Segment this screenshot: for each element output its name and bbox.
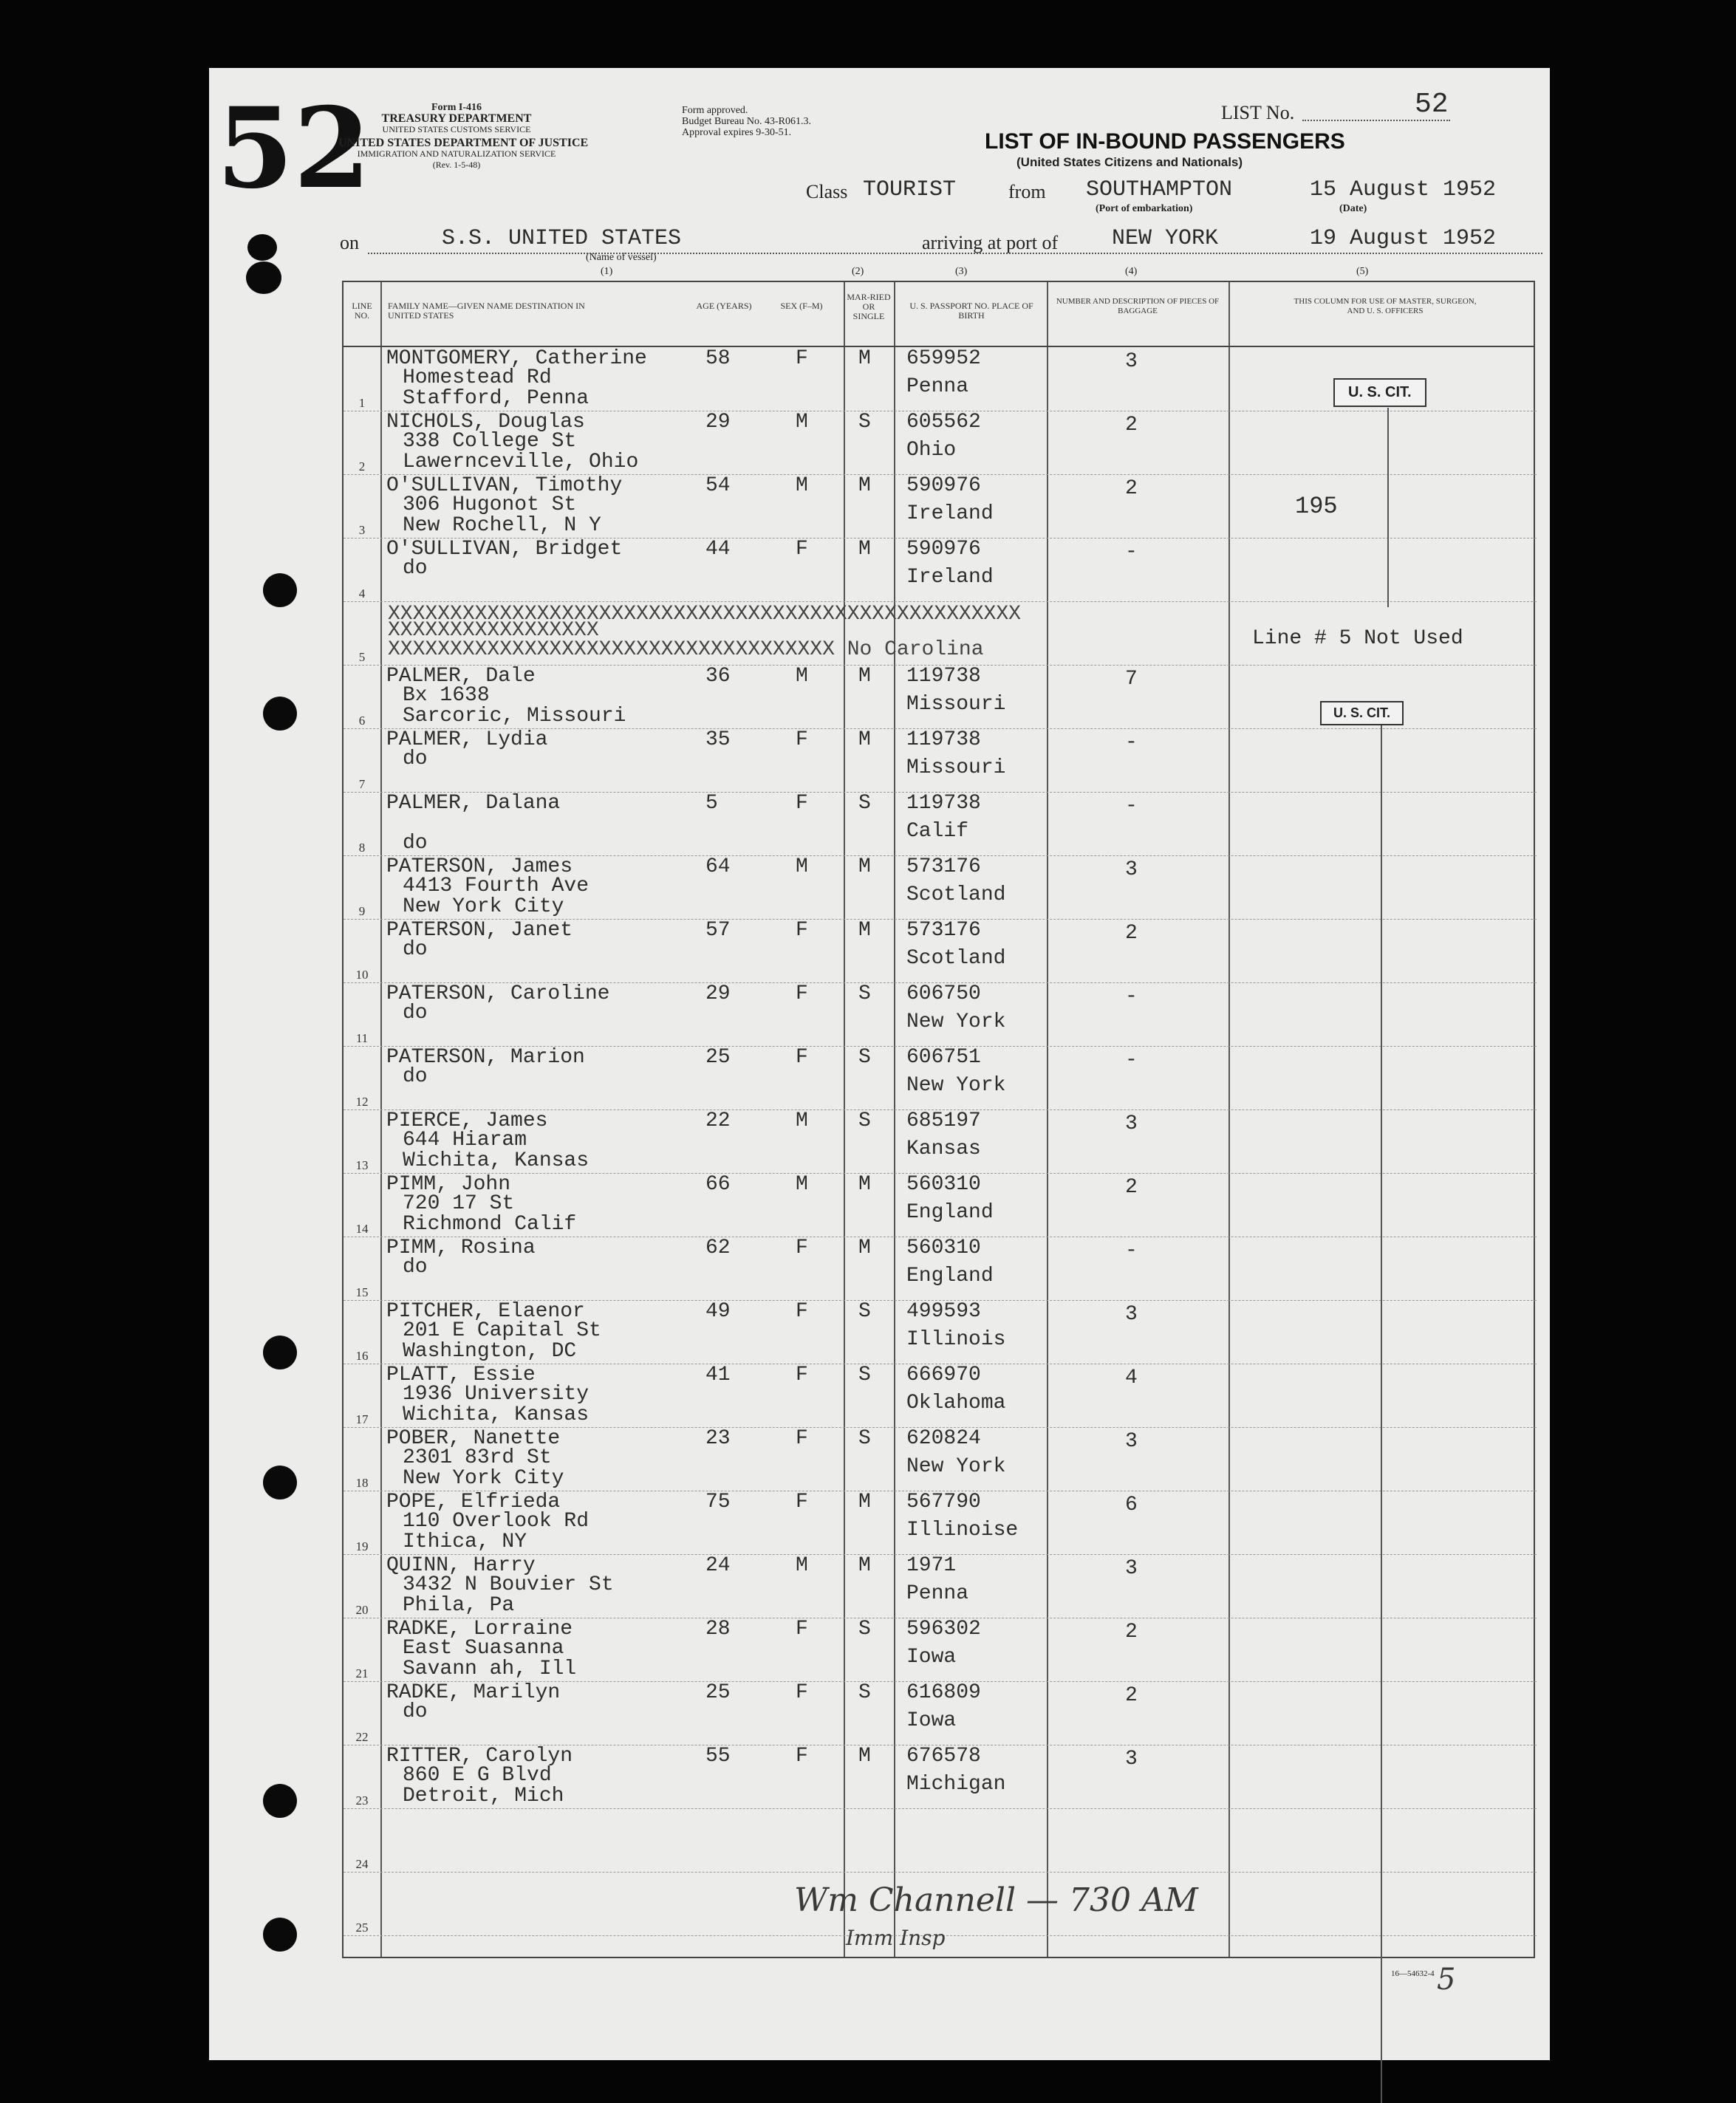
place-of-birth: Oklahoma (906, 1392, 1006, 1415)
passenger-address: New Rochell, N Y (403, 514, 601, 537)
passenger-address: 110 Overlook Rd (403, 1510, 590, 1533)
passenger-name: O'SULLIVAN, Timothy (386, 474, 623, 497)
place-of-birth: Penna (906, 1582, 969, 1605)
passenger-address: 4413 Fourth Ave (403, 875, 590, 897)
passenger-age: 55 (705, 1745, 731, 1768)
cancelled-entry: XXXXXXXXXXXXXXXXX (388, 619, 599, 642)
passenger-address: 644 Hiaram (403, 1129, 527, 1152)
baggage-count: 3 (1125, 858, 1138, 881)
passenger-age: 41 (705, 1364, 731, 1386)
passenger-sex: F (796, 1618, 808, 1641)
marital-status: M (858, 1173, 871, 1196)
passenger-age: 58 (705, 347, 731, 370)
table-row (344, 1681, 1537, 1745)
passenger-sex: M (796, 665, 808, 688)
passenger-sex: F (796, 1427, 808, 1450)
passenger-sex: F (796, 982, 808, 1005)
class-label: Class (806, 181, 848, 202)
column-header-age: AGE (YEARS) (696, 301, 752, 311)
passenger-name: MONTGOMERY, Catherine (386, 347, 647, 370)
passport-number: 659952 (906, 347, 981, 370)
passenger-sex: M (796, 1554, 808, 1577)
inspector-signature: Wm Channell — 730 AM (794, 1881, 1198, 1919)
passenger-age: 64 (705, 855, 731, 878)
passport-number: 620824 (906, 1427, 981, 1450)
passenger-age: 54 (705, 474, 731, 497)
marital-status: M (858, 1554, 871, 1577)
passenger-name: PATERSON, Janet (386, 919, 573, 942)
passenger-name: RADKE, Lorraine (386, 1618, 573, 1641)
passenger-age: 62 (705, 1237, 731, 1259)
baggage-count: 2 (1125, 414, 1138, 437)
passenger-age: 57 (705, 919, 731, 942)
line-number: 24 (355, 1857, 369, 1871)
baggage-count: 4 (1125, 1367, 1138, 1389)
marital-status: M (858, 474, 871, 497)
passenger-sex: M (796, 411, 808, 434)
passport-number: 596302 (906, 1618, 981, 1641)
passenger-address: 720 17 St (403, 1192, 515, 1215)
bracket-line (1387, 408, 1389, 607)
column-header-officers: THIS COLUMN FOR USE OF MASTER, SURGEON, AND U. S. OFFICERS (1294, 297, 1477, 315)
marital-status: S (858, 1618, 871, 1641)
inspector-title: Imm Insp (846, 1926, 946, 1950)
passenger-address: 2301 83rd St (403, 1446, 552, 1469)
place-of-birth: Michigan (906, 1773, 1006, 1796)
passenger-age: 29 (705, 411, 731, 434)
list-no-value: 52 (1415, 89, 1449, 120)
passenger-sex: M (796, 1173, 808, 1196)
date-caption: (Date) (1339, 203, 1367, 214)
baggage-count: 3 (1125, 1748, 1138, 1771)
baggage-count: 3 (1125, 1303, 1138, 1326)
passenger-name: PATERSON, Marion (386, 1046, 585, 1069)
arrival-date: 19 August 1952 (1310, 226, 1497, 251)
passenger-address: Homestead Rd (403, 366, 552, 389)
place-of-birth: Iowa (906, 1646, 957, 1669)
line-number: 14 (355, 1222, 369, 1236)
passenger-sex: F (796, 1364, 808, 1386)
marital-status: M (858, 347, 871, 370)
passenger-age: 24 (705, 1554, 731, 1577)
passenger-address: Wichita, Kansas (403, 1149, 590, 1172)
marital-status: S (858, 1300, 871, 1323)
marital-status: S (858, 1046, 871, 1069)
line-number: 22 (355, 1730, 369, 1744)
table-row (344, 1046, 1537, 1109)
place-of-birth: Ireland (906, 502, 994, 525)
line-number: 15 (355, 1285, 369, 1299)
passenger-age: 75 (705, 1491, 731, 1514)
marital-status: S (858, 792, 871, 815)
passenger-address: do (403, 1002, 428, 1025)
passenger-age: 49 (705, 1300, 731, 1323)
passenger-name: PLATT, Essie (386, 1364, 536, 1386)
marital-status: M (858, 855, 871, 878)
passenger-address: 306 Hugonot St (403, 493, 577, 516)
table-row (344, 728, 1537, 792)
passenger-address: East Suasanna (403, 1637, 564, 1660)
us-citizen-stamp: U. S. CIT. (1320, 701, 1404, 725)
passenger-address: 1936 University (403, 1383, 590, 1406)
punch-hole (263, 1336, 297, 1369)
punch-hole (263, 1784, 297, 1818)
place-of-birth: Kansas (906, 1138, 981, 1160)
place-of-birth: Ireland (906, 566, 994, 589)
passport-number: 605562 (906, 411, 981, 434)
table-row (344, 411, 1537, 474)
passenger-address: Phila, Pa (403, 1594, 515, 1617)
place-of-birth: Iowa (906, 1709, 957, 1732)
passenger-address: Bx 1638 (403, 684, 490, 707)
line-number: 11 (355, 1031, 369, 1045)
baggage-count: 3 (1125, 1112, 1138, 1135)
table-row (344, 919, 1537, 982)
passport-number: 560310 (906, 1237, 981, 1259)
arrival-port: NEW YORK (1112, 226, 1219, 251)
passenger-name: PALMER, Lydia (386, 728, 548, 751)
from-caption: (Port of embarkation) (1096, 203, 1193, 214)
table-row (344, 1427, 1537, 1491)
marital-status: S (858, 1681, 871, 1704)
punch-hole (247, 234, 277, 261)
passenger-address: New York City (403, 895, 564, 918)
marital-status: M (858, 1491, 871, 1514)
passenger-age: 5 (705, 792, 718, 815)
passenger-name: RITTER, Carolyn (386, 1745, 573, 1768)
col-number: (4) (1125, 266, 1138, 277)
line-number: 1 (358, 396, 366, 410)
passport-number: 606751 (906, 1046, 981, 1069)
punch-hole (246, 261, 281, 294)
marital-status: M (858, 538, 871, 561)
passenger-sex: M (796, 474, 808, 497)
passenger-name: PIMM, Rosina (386, 1237, 536, 1259)
baggage-count: 6 (1125, 1494, 1138, 1516)
marital-status: M (858, 665, 871, 688)
line-number: 23 (355, 1793, 369, 1808)
passenger-age: 35 (705, 728, 731, 751)
table-row (344, 792, 1537, 855)
punch-hole (263, 1918, 297, 1952)
baggage-count: - (1125, 731, 1138, 754)
line-number: 6 (358, 714, 366, 728)
col-number: (2) (852, 266, 864, 277)
passenger-sex: F (796, 1491, 808, 1514)
marital-status: S (858, 411, 871, 434)
passport-number: 685197 (906, 1109, 981, 1132)
baggage-count: - (1125, 1239, 1138, 1262)
from-label: from (1008, 181, 1046, 202)
passport-number: 573176 (906, 855, 981, 878)
passenger-sex: F (796, 1237, 808, 1259)
column-header-married: MAR-RIED OR SINGLE (847, 292, 891, 321)
baggage-count: - (1125, 985, 1138, 1008)
place-of-birth: New York (906, 1455, 1006, 1478)
line-number: 10 (355, 968, 369, 982)
passenger-age: 29 (705, 982, 731, 1005)
place-of-birth: Illinoise (906, 1519, 1019, 1542)
passenger-address: do (403, 1065, 428, 1088)
us-citizen-stamp: U. S. CIT. (1333, 378, 1426, 407)
line-number: 18 (355, 1476, 369, 1490)
place-of-birth: Penna (906, 375, 969, 398)
bracket-line (1381, 725, 1382, 2103)
line-number: 16 (355, 1349, 369, 1363)
passenger-age: 28 (705, 1618, 731, 1641)
passenger-address: do (403, 1256, 428, 1279)
table-row (344, 1237, 1537, 1300)
col-number: (3) (955, 266, 968, 277)
line-number: 19 (355, 1539, 369, 1553)
column-header-name: FAMILY NAME—GIVEN NAME DESTINATION IN UNITED STATES (388, 301, 585, 321)
table-row (344, 1109, 1537, 1173)
marital-status: M (858, 728, 871, 751)
passenger-sex: M (796, 1109, 808, 1132)
line-number: 7 (358, 777, 366, 791)
passport-number: 119738 (906, 792, 981, 815)
passenger-age: 66 (705, 1173, 731, 1196)
marital-status: S (858, 1427, 871, 1450)
passenger-address: 338 College St (403, 430, 577, 453)
place-of-birth: New York (906, 1074, 1006, 1097)
vessel-caption: (Name of vessel) (586, 252, 657, 263)
line-number: 3 (358, 523, 366, 537)
place-of-birth: England (906, 1265, 994, 1288)
passenger-name: O'SULLIVAN, Bridget (386, 538, 623, 561)
col-number: (1) (601, 266, 613, 277)
baggage-count: 2 (1125, 1176, 1138, 1199)
table-row (344, 1808, 1537, 1872)
line-number: 21 (355, 1666, 369, 1680)
place-of-birth: Missouri (906, 756, 1006, 779)
baggage-count: 2 (1125, 1621, 1138, 1644)
table-row (344, 1300, 1537, 1364)
departure-date: 15 August 1952 (1310, 177, 1497, 202)
big-list-number: 52 (216, 83, 371, 213)
column-header-sex: SEX (F–M) (780, 301, 823, 311)
line-number: 17 (355, 1412, 369, 1426)
passenger-address: Detroit, Mich (403, 1785, 564, 1808)
list-no-label: LIST No. (1221, 102, 1295, 123)
passport-number: 590976 (906, 474, 981, 497)
passenger-address: do (403, 938, 428, 961)
passenger-address: 3432 N Bouvier St (403, 1573, 614, 1596)
officer-code: 195 (1295, 493, 1338, 520)
column-header-passport: U. S. PASSPORT NO. PLACE OF BIRTH (909, 301, 1033, 321)
line-number: 20 (355, 1603, 369, 1617)
baggage-count: 2 (1125, 1684, 1138, 1707)
line-number: 8 (358, 841, 366, 855)
marital-status: M (858, 1745, 871, 1768)
passenger-name: QUINN, Harry (386, 1554, 536, 1577)
passport-number: 119738 (906, 728, 981, 751)
passenger-sex: F (796, 919, 808, 942)
passenger-name: PATERSON, Caroline (386, 982, 610, 1005)
passenger-address: Wichita, Kansas (403, 1403, 590, 1426)
place-of-birth: Scotland (906, 883, 1006, 906)
place-of-birth: Missouri (906, 693, 1006, 716)
passenger-address: New York City (403, 1467, 564, 1490)
table-row (344, 1491, 1537, 1554)
passenger-name: RADKE, Marilyn (386, 1681, 561, 1704)
punch-hole (263, 573, 297, 607)
table-row (344, 474, 1537, 538)
line-number: 9 (358, 904, 366, 918)
table-row (344, 1618, 1537, 1681)
line-number: 5 (358, 650, 366, 664)
passenger-sex: F (796, 1745, 808, 1768)
passport-number: 590976 (906, 538, 981, 561)
passenger-sex: F (796, 792, 808, 815)
passenger-sex: F (796, 728, 808, 751)
line-number: 12 (355, 1095, 369, 1109)
passenger-address: Savann ah, Ill (403, 1658, 577, 1680)
passenger-address: 860 E G Blvd (403, 1764, 552, 1787)
column-header-line: LINE NO. (352, 301, 372, 321)
passenger-address: 201 E Capital St (403, 1319, 601, 1342)
passenger-address: do (403, 1700, 428, 1723)
passenger-sex: F (796, 538, 808, 561)
table-row (344, 1745, 1537, 1808)
passenger-address: do (403, 748, 428, 770)
place-of-birth: Calif (906, 820, 969, 843)
passenger-age: 44 (705, 538, 731, 561)
passport-number: 616809 (906, 1681, 981, 1704)
column-header-baggage: NUMBER AND DESCRIPTION OF PIECES OF BAGGAGE (1056, 297, 1220, 315)
table-row (344, 1554, 1537, 1618)
col-number: (5) (1356, 266, 1369, 277)
baggage-count: 7 (1125, 668, 1138, 691)
passport-number: 499593 (906, 1300, 981, 1323)
passenger-address: Ithica, NY (403, 1531, 527, 1553)
passenger-age: 25 (705, 1681, 731, 1704)
place-of-birth: England (906, 1201, 994, 1224)
passenger-sex: F (796, 1046, 808, 1069)
line5-note: Line # 5 Not Used (1252, 627, 1463, 650)
line-number: 4 (358, 587, 366, 601)
page-subtitle: (United States Citizens and Nationals) (1016, 155, 1243, 169)
passenger-name: POPE, Elfrieda (386, 1491, 561, 1514)
passport-number: 567790 (906, 1491, 981, 1514)
line-number: 2 (358, 459, 366, 473)
passenger-address: Lawernceville, Ohio (403, 451, 639, 473)
class-value: TOURIST (863, 177, 957, 202)
arriving-label: arriving at port of (922, 232, 1059, 253)
baggage-count: 3 (1125, 1557, 1138, 1580)
passenger-sex: F (796, 1300, 808, 1323)
table-row (344, 538, 1537, 601)
baggage-count: 2 (1125, 477, 1138, 500)
list-no-underline (1302, 120, 1450, 121)
passenger-name: PIERCE, James (386, 1109, 548, 1132)
baggage-count: - (1125, 541, 1138, 564)
place-of-birth: Scotland (906, 947, 1006, 970)
manifest-sheet (209, 68, 1550, 2060)
passenger-age: 22 (705, 1109, 731, 1132)
passenger-age: 36 (705, 665, 731, 688)
place-of-birth: Ohio (906, 439, 957, 462)
marital-status: S (858, 982, 871, 1005)
cancelled-entry: XXXXXXXXXXXXXXXXXXXXXXXXXXXXXXXXXXXX No Carolina (388, 640, 984, 660)
passport-number: 560310 (906, 1173, 981, 1196)
corner-mark: 5 (1437, 1963, 1456, 1997)
place-of-birth: Illinois (906, 1328, 1006, 1351)
passenger-age: 23 (705, 1427, 731, 1450)
passenger-age: 25 (705, 1046, 731, 1069)
cancelled-entry: XXXXXXXXXXXXXXXXXXXXXXXXXXXXXXXXXXXXXXXXXXXXXXXXXXX (388, 604, 1021, 625)
passenger-address: do (403, 557, 428, 580)
passport-number: 606750 (906, 982, 981, 1005)
passenger-sex: M (796, 855, 808, 878)
passenger-name: PIMM, John (386, 1173, 511, 1196)
table-row (344, 1173, 1537, 1237)
passenger-address: Washington, DC (403, 1340, 577, 1363)
punch-hole (263, 1466, 297, 1500)
line-number: 25 (355, 1921, 369, 1935)
page-title: LIST OF IN-BOUND PASSENGERS (985, 129, 1345, 154)
passenger-address: Richmond Calif (403, 1213, 577, 1236)
marital-status: S (858, 1364, 871, 1386)
table-row (344, 1364, 1537, 1427)
passenger-name: PALMER, Dalana (386, 792, 561, 815)
marital-status: S (858, 1109, 871, 1132)
passenger-address: Sarcoric, Missouri (403, 705, 626, 728)
passport-number: 666970 (906, 1364, 981, 1386)
passenger-address: Stafford, Penna (403, 387, 590, 410)
form-code: 16—54632-4 (1391, 1969, 1435, 1978)
baggage-count: 2 (1125, 922, 1138, 945)
baggage-count: - (1125, 795, 1138, 818)
passport-number: 573176 (906, 919, 981, 942)
place-of-birth: New York (906, 1011, 1006, 1033)
on-label: on (340, 232, 359, 253)
line-number: 13 (355, 1158, 369, 1172)
passenger-name: PATERSON, James (386, 855, 573, 878)
passenger-sex: F (796, 1681, 808, 1704)
passenger-name: NICHOLS, Douglas (386, 411, 585, 434)
baggage-count: 3 (1125, 350, 1138, 373)
passport-number: 119738 (906, 665, 981, 688)
passenger-name: POBER, Nanette (386, 1427, 561, 1450)
punch-hole (263, 697, 297, 731)
marital-status: M (858, 919, 871, 942)
baggage-count: - (1125, 1049, 1138, 1072)
passport-number: 1971 (906, 1554, 957, 1577)
passenger-name: PALMER, Dale (386, 665, 536, 688)
table-row (344, 855, 1537, 919)
vessel-name: S.S. UNITED STATES (442, 226, 682, 251)
form-info: Form I-416 TREASURY DEPARTMENT UNITED STATES CUSTOMS SERVICE UNITED STATES DEPARTMENT OF JUSTICE IMMIGRATION AND NATURALIZATION SERVICE (Rev. 1-5-48) (338, 102, 589, 170)
baggage-count: 3 (1125, 1430, 1138, 1453)
passenger-sex: F (796, 347, 808, 370)
passport-number: 676578 (906, 1745, 981, 1768)
from-value: SOUTHAMPTON (1086, 177, 1233, 202)
marital-status: M (858, 1237, 871, 1259)
passenger-address: do (403, 832, 428, 855)
passenger-name: PITCHER, Elaenor (386, 1300, 585, 1323)
approval-info: Form approved. Budget Bureau No. 43-R061.3. Approval expires 9-30-51. (682, 105, 811, 138)
table-row (344, 982, 1537, 1046)
vessel-underline (368, 253, 1542, 254)
